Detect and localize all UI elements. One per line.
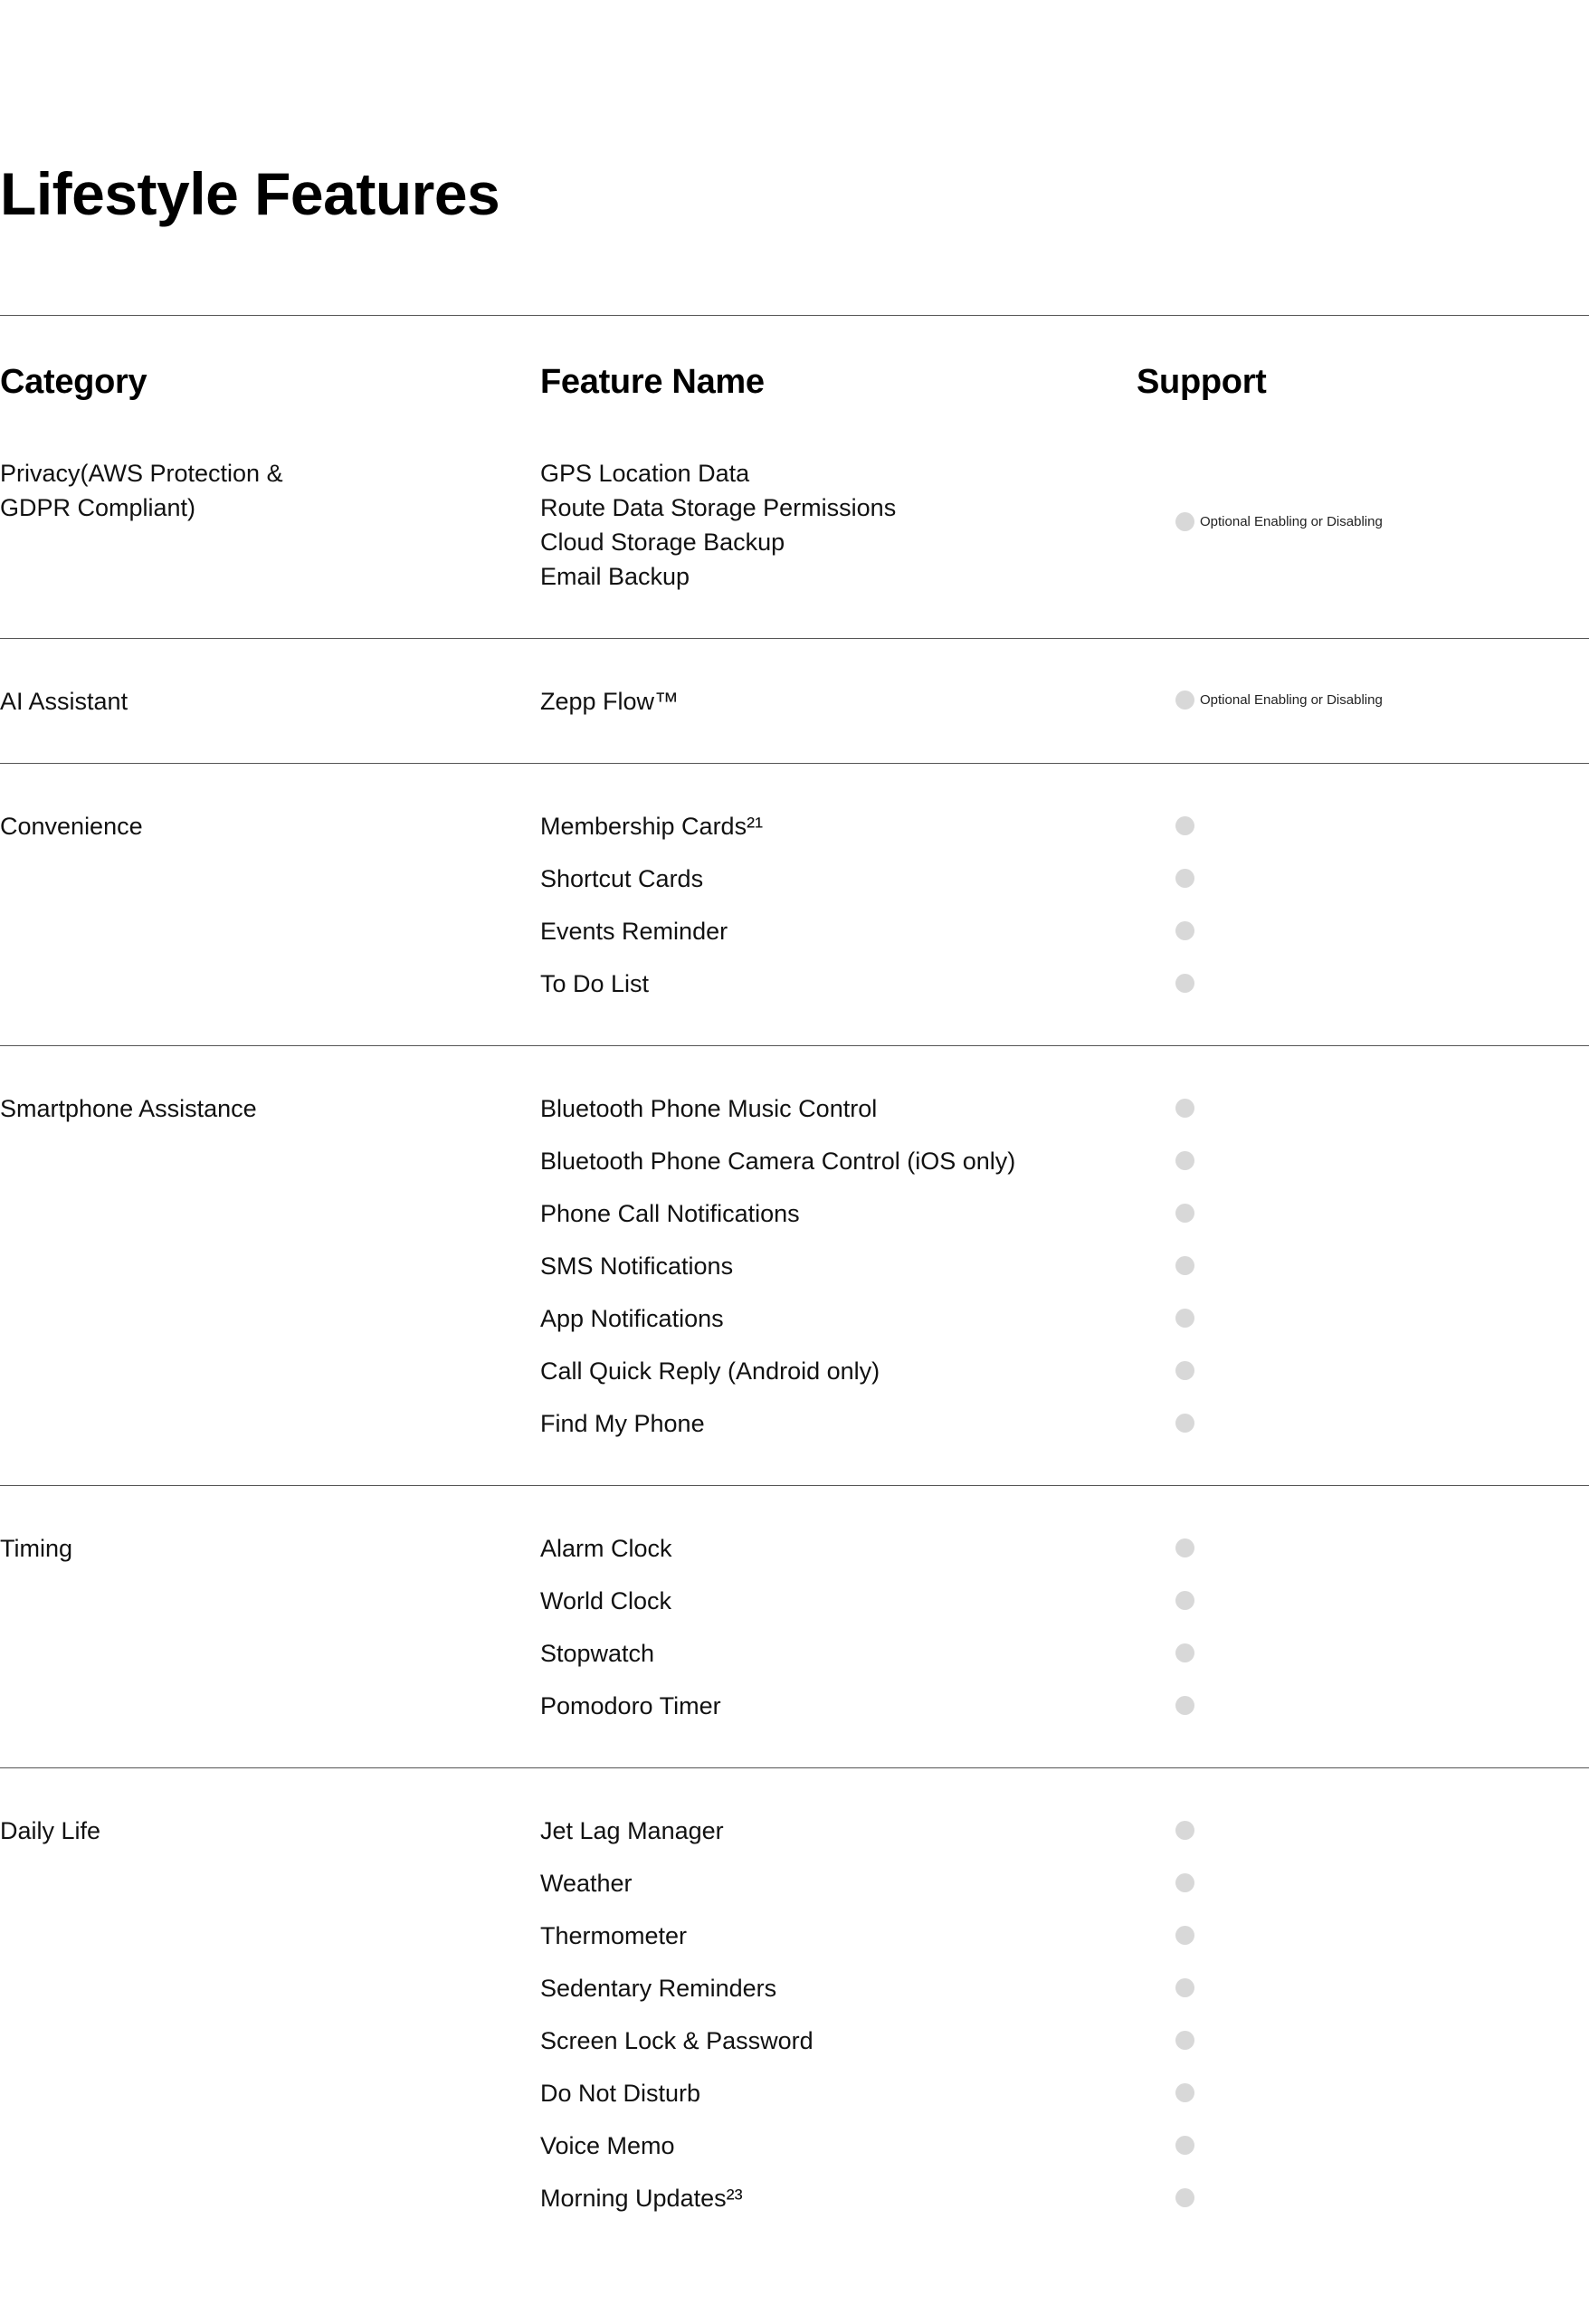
feature-list [540, 456, 896, 594]
feature-item: World Clock [540, 1587, 672, 1614]
category-label-line: Privacy(AWS Protection & [0, 460, 283, 487]
feature-item: Email Backup [540, 563, 690, 590]
divider [0, 1045, 1589, 1046]
feature-item: Alarm Clock [540, 1535, 672, 1562]
support-dot-icon [1175, 1643, 1194, 1662]
category-ai-assistant: AI Assistant [0, 688, 128, 715]
category-daily-life: Daily Life [0, 1817, 101, 1844]
support-dot-icon [1175, 2031, 1194, 2050]
support-label: Optional Enabling or Disabling [1200, 514, 1383, 529]
support-dot-icon [1175, 2188, 1194, 2207]
feature-item: Voice Memo [540, 2132, 675, 2159]
support-dot-icon [1175, 974, 1194, 993]
support-dot-icon [1175, 1538, 1194, 1557]
support-dot-icon [1175, 816, 1194, 835]
header-feature-name: Feature Name [540, 363, 765, 401]
feature-item: To Do List [540, 970, 650, 997]
support-dot-icon [1175, 921, 1194, 940]
support-dot-icon [1175, 1978, 1194, 1997]
support-dot-icon [1175, 1099, 1194, 1118]
page-title: Lifestyle Features [0, 160, 500, 227]
feature-item: Call Quick Reply (Android only) [540, 1357, 880, 1385]
feature-item: Screen Lock & Password [540, 2027, 814, 2054]
feature-item: Find My Phone [540, 1410, 705, 1437]
category-privacy [0, 456, 283, 525]
support-dot-icon [1175, 2083, 1194, 2102]
feature-item: Route Data Storage Permissions [540, 494, 897, 521]
feature-item: Shortcut Cards [540, 865, 704, 892]
feature-item: GPS Location Data [540, 460, 750, 487]
support-dot-icon [1175, 512, 1194, 531]
support-dot-icon [1175, 1309, 1194, 1328]
feature-item: Membership Cards²¹ [540, 813, 764, 840]
feature-item: Stopwatch [540, 1640, 655, 1667]
support-dot-icon [1175, 1256, 1194, 1275]
support-optional [1175, 691, 1383, 710]
category-label-line: GDPR Compliant) [0, 494, 196, 521]
divider [0, 1767, 1589, 1768]
support-dot-icon [1175, 1591, 1194, 1610]
feature-item: Do Not Disturb [540, 2080, 701, 2107]
feature-item: Phone Call Notifications [540, 1200, 800, 1227]
feature-item: Bluetooth Phone Music Control [540, 1095, 878, 1122]
feature-item: Sedentary Reminders [540, 1975, 777, 2002]
support-dot-icon [1175, 2136, 1194, 2155]
feature-item: Jet Lag Manager [540, 1817, 724, 1844]
support-label: Optional Enabling or Disabling [1200, 692, 1383, 708]
feature-item: App Notifications [540, 1305, 724, 1332]
feature-item: Events Reminder [540, 918, 728, 945]
support-dot-icon [1175, 1414, 1194, 1433]
support-optional [1175, 512, 1383, 531]
support-dot-icon [1175, 1204, 1194, 1223]
feature-item: Thermometer [540, 1922, 688, 1949]
feature-item: SMS Notifications [540, 1252, 734, 1280]
support-dot-icon [1175, 1821, 1194, 1840]
divider [0, 638, 1589, 639]
support-dot-icon [1175, 1361, 1194, 1380]
feature-item: Pomodoro Timer [540, 1692, 721, 1719]
feature-item: Zepp Flow™ [540, 688, 680, 715]
feature-item: Bluetooth Phone Camera Control (iOS only) [540, 1148, 1016, 1175]
support-dot-icon [1175, 1151, 1194, 1170]
support-dot-icon [1175, 869, 1194, 888]
feature-item: Cloud Storage Backup [540, 529, 785, 556]
divider [0, 315, 1589, 316]
header-category: Category [0, 363, 147, 401]
support-dot-icon [1175, 1696, 1194, 1715]
category-timing: Timing [0, 1535, 73, 1562]
divider [0, 1485, 1589, 1486]
header-support: Support [1137, 363, 1267, 401]
feature-item: Weather [540, 1870, 633, 1897]
support-dot-icon [1175, 691, 1194, 710]
category-smartphone-assistance: Smartphone Assistance [0, 1095, 257, 1122]
support-dot-icon [1175, 1926, 1194, 1945]
support-dot-icon [1175, 1873, 1194, 1892]
divider [0, 763, 1589, 764]
category-convenience: Convenience [0, 813, 143, 840]
feature-item: Morning Updates²³ [540, 2185, 743, 2212]
